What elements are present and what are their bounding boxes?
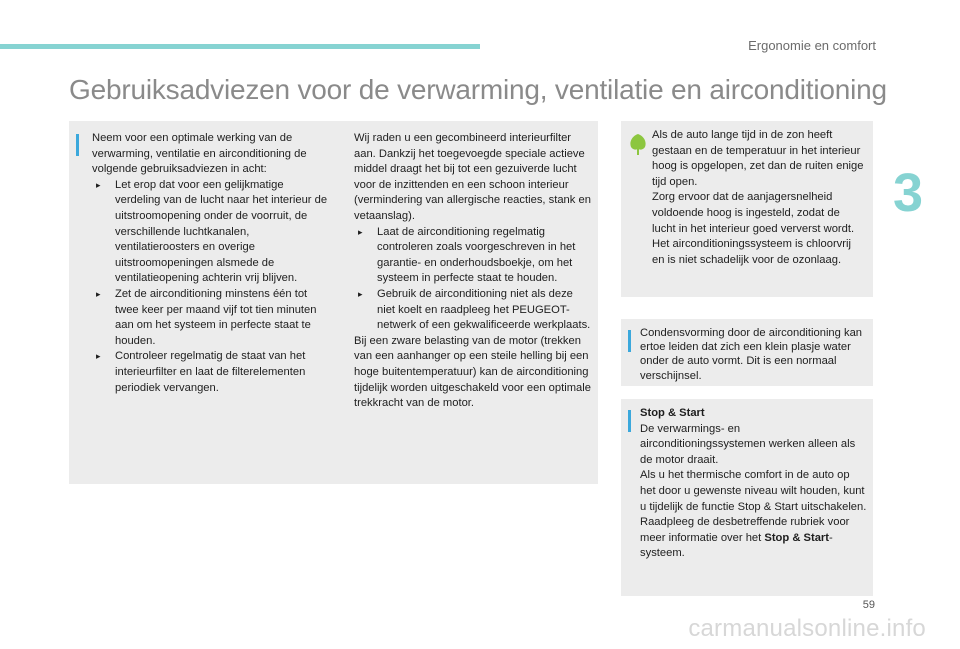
list-item: ▸ Gebruik de airconditioning niet als deze niet koelt en raadpleeg het PEUGEOT-netwerk of een gekwalificeerde werkplaats.	[354, 287, 592, 334]
advice-list-2	[354, 225, 592, 334]
main-advice-box	[69, 121, 598, 484]
stop-start-text	[640, 406, 868, 562]
eco-tip-text	[652, 128, 866, 268]
info-marker-icon	[76, 134, 79, 156]
eco-tip-paragraph: Als de auto lange tijd in de zon heeft gestaan en de temperatuur in het interieur hoog is opgelopen, zet dan de ruiten enige tijd open.	[652, 129, 864, 188]
advice-intro: Neem voor een optimale werking van de verwarming, ventilatie en airconditioning de volgende gebruiksadviezen in acht:	[92, 132, 307, 176]
watermark: carmanualsonline.info	[688, 615, 926, 642]
list-item: ▸ Controleer regelmatig de staat van het interieurfilter en laat de filterelementen periodiek vervangen.	[92, 349, 328, 396]
info-marker-icon	[628, 410, 631, 432]
condensation-info-box	[621, 319, 873, 386]
list-item: ▸ Let erop dat voor een gelijkmatige verdeling van de lucht naar het interieur de uitstroomopening onder de voorruit, de verschillende luchtkanalen, ventilatieroosters en overige uitstroomopeningen alsmede de ventilatieopening achterin vrij blijven.	[92, 178, 328, 287]
page-title: Gebruiksadviezen voor de verwarming, ventilatie en airconditioning	[69, 74, 887, 105]
eco-tip-box	[621, 121, 873, 297]
list-item: ▸ Zet de airconditioning minstens één tot twee keer per maand vijf tot tien minuten aan om het systeem in perfecte staat te houden.	[92, 287, 328, 349]
stop-start-ref-bold: Stop & Start	[764, 531, 829, 544]
stop-start-paragraph	[640, 515, 868, 562]
stop-start-ref-pre: Raadpleeg de desbetreffende rubriek voor meer informatie over het	[640, 516, 850, 544]
stop-start-info-box	[621, 399, 873, 596]
advice-column-1	[92, 131, 328, 396]
filter-advice: Wij raden u een gecombineerd interieurfilter aan. Dankzij het toegevoegde speciale actieve middel draagt het bij tot een gezuiverde lucht voor de inzittenden en een schoon interieur (vermindering van allergische reacties, stank en vetaanslag).	[354, 132, 591, 222]
advice-column-2	[354, 131, 592, 412]
eco-tip-paragraph: Zorg ervoor dat de aanjagersnelheid voldoende hoog is ingesteld, zodat de lucht in het interieur goed ververst wordt.	[652, 191, 855, 235]
header-accent-bar	[0, 44, 480, 49]
stop-start-heading: Stop & Start	[640, 407, 705, 419]
chapter-number: 3	[893, 163, 924, 223]
advice-list-1	[92, 178, 328, 396]
list-item: ▸ Laat de airconditioning regelmatig controleren zoals voorgeschreven in het garantie- en onderhoudsboekje, om het systeem in perfecte staat te houden.	[354, 225, 592, 287]
stop-start-ref-post: -systeem.	[640, 531, 833, 560]
engine-load-note: Bij een zware belasting van de motor (trekken van een aanhanger op een steile helling bij een hoge buitentemperatuur) kan de airconditioning tijdelijk worden uitgeschakeld voor een optimale trekkracht van de motor.	[354, 334, 591, 410]
stop-start-paragraph: De verwarmings- en airconditioningssystemen werken alleen als de motor draait.	[640, 422, 856, 466]
info-marker-icon	[628, 330, 631, 352]
section-label: Ergonomie en comfort	[748, 38, 876, 53]
leaf-icon	[629, 133, 647, 155]
eco-tip-paragraph: Het airconditioningssysteem is chloorvrij en is niet schadelijk voor de ozonlaag.	[652, 238, 851, 266]
condensation-note: Condensvorming door de airconditioning kan ertoe leiden dat zich een klein plasje water onder de auto vormt. Dit is een normaal verschijnsel.	[640, 327, 863, 382]
page-number: 59	[862, 599, 875, 611]
stop-start-paragraph: Als u het thermische comfort in de auto op het door u gewenste niveau wilt houden, kunt u tijdelijk de functie Stop & Start uitschakelen.	[640, 469, 867, 513]
